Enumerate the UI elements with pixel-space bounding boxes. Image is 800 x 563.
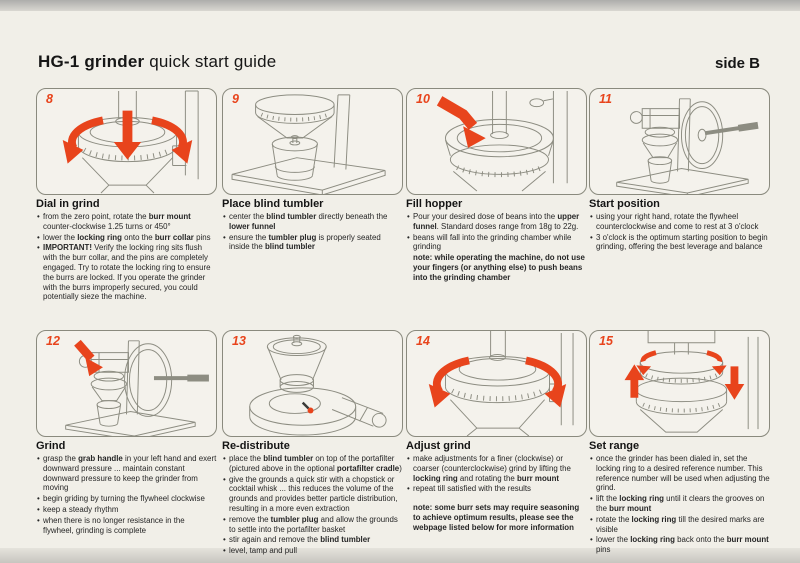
panel-instructions [36, 212, 217, 302]
side-label: side B [714, 55, 760, 72]
panel-10-figure [406, 88, 587, 195]
panel-heading: Place blind tumbler [222, 198, 324, 210]
panel-12-figure [36, 330, 217, 437]
panel-instructions [36, 454, 217, 535]
bullet-marker: • [407, 454, 410, 463]
page-title [38, 52, 276, 72]
panel-heading: Re-distribute [222, 440, 290, 452]
instruction-bullet: • grasp the grab handle in your left hand and exert downward pressure ... maintain constant downward pressure to keep the grinder from moving [37, 454, 217, 493]
bullet-marker: • [590, 232, 593, 242]
panel-number: 14 [416, 334, 430, 348]
instruction-bullet: • lift the locking ring until it clears the grooves on the burr mount [590, 494, 765, 513]
bullet-marker: • [590, 454, 593, 463]
portafilter-cradle-illustration [223, 331, 402, 436]
product-name: HG-1 grinder [38, 52, 145, 71]
panel-number: 9 [232, 92, 239, 106]
panel-9-figure [222, 88, 403, 195]
panel-11 [589, 88, 770, 253]
grab-handle-grind-illustration [37, 331, 216, 436]
panel-10 [406, 88, 587, 284]
instruction-bullet: • repeat till satisfied with the results [407, 484, 531, 494]
panel-15 [589, 330, 770, 556]
panel-instructions [406, 454, 587, 533]
panel-11-figure [589, 88, 770, 195]
bullet-marker: • [223, 474, 226, 484]
tumbler-plug-mark-icon [303, 403, 309, 409]
instruction-bullet: • from the zero point, rotate the burr mount counter-clockwise 1.25 turns or 450° [37, 212, 191, 231]
bullet-marker: • [223, 232, 226, 242]
red-dot-icon [308, 408, 314, 414]
instruction-bullet: • stir again and remove the blind tumbler [223, 535, 371, 545]
bullet-marker: • [37, 494, 40, 504]
bullet-marker: • [407, 232, 410, 242]
bullet-marker: • [37, 515, 40, 525]
panel-heading: Adjust grind [406, 440, 471, 452]
instruction-bullet: • make adjustments for a finer (clockwise) or coarser (counterclockwise) grind by lifting the locking ring and rotating the burr mount [407, 454, 571, 483]
burr-mount-rotation-illustration [37, 89, 216, 194]
bullet-marker: • [37, 243, 40, 253]
bullet-marker: • [37, 212, 40, 221]
instruction-bullet: • begin griding by turning the flywheel clockwise [37, 494, 205, 504]
panel-heading: Grind [36, 440, 66, 452]
blind-tumbler-placement-illustration [223, 89, 402, 194]
panel-instructions [222, 212, 403, 252]
panel-8 [36, 88, 217, 303]
panel-instructions [222, 454, 403, 556]
rotate-adjust-arrows-icon [429, 360, 566, 407]
panel-number: 15 [599, 334, 613, 348]
instruction-bullet: • keep a steady rhythm [37, 504, 119, 514]
instruction-bullet: • remove the tumbler plug and allow the grounds to settle into the portafilter basket [223, 514, 398, 534]
instruction-bullet: • IMPORTANT! Verify the locking ring sits flush with the burr collar, and the pins are completely engaged. Try to rotate the locking ring to ensure the burrs are locked. If you operate the grinder with the burrs improperly secured, you could potentially sieze the machine. [37, 243, 211, 302]
instruction-bullet: • lower the locking ring back onto the burr mount pins [590, 535, 769, 555]
instruction-bullet: • Pour your desired dose of beans into the upper funnel. Standard doses range from 18g to 22g. [407, 212, 580, 231]
bullet-marker: • [37, 504, 40, 514]
panel-number: 11 [599, 92, 612, 106]
bullet-marker: • [590, 212, 593, 221]
panel-13-figure [222, 330, 403, 437]
adjust-grind-rotation-illustration [407, 331, 586, 436]
locking-ring-set-range-illustration [590, 331, 769, 436]
panel-14 [406, 330, 587, 534]
panel-instructions [589, 212, 770, 252]
instruction-bullet: • give the grounds a quick stir with a chopstick or cocktail whisk ... this reduces the volume of the grounds and provides better particle distribution, resulting in a more even extraction [223, 474, 398, 513]
panel-heading: Set range [589, 440, 640, 452]
instruction-bullet: • beans will fall into the grinding chamber while grinding [407, 232, 572, 252]
panel-12 [36, 330, 217, 536]
panel-heading: Dial in grind [36, 198, 100, 210]
panel-number: 12 [46, 334, 60, 348]
bullet-marker: • [590, 494, 593, 504]
bullet-marker: • [590, 535, 593, 545]
scan-edge-top [0, 0, 800, 11]
instruction-bullet: • when there is no longer resistance in the flywheel, grinding is complete [37, 515, 185, 535]
panel-14-figure [406, 330, 587, 437]
flywheel-start-position-illustration [590, 89, 769, 194]
bullet-marker: • [223, 546, 226, 556]
instruction-bullet: • 3 o'clock is the optimum starting position to begin grinding, offering the best leverage and balance [590, 232, 768, 252]
instruction-bullet: • center the blind tumbler directly beneath the lower funnel [223, 212, 388, 231]
panel-heading: Fill hopper [406, 198, 463, 210]
hopper-pour-illustration [407, 89, 586, 194]
bullet-marker: • [223, 212, 226, 221]
instruction-bullet: • rotate the locking ring till the desired marks are visible [590, 514, 765, 534]
instruction-bullet: • using your right hand, rotate the flywheel counterclockwise and come to rest at 3 o'clock [590, 212, 759, 231]
instruction-bullet: • once the grinder has been dialed in, set the locking ring to a desired reference number. This reference number will be used when adjusting the grind. [590, 454, 770, 493]
instruction-bullet: • lower the locking ring onto the burr collar pins [37, 232, 211, 242]
title-suffix: quick start guide [144, 52, 277, 71]
bullet-marker: • [37, 232, 40, 242]
panel-number: 13 [232, 334, 246, 348]
bullet-marker: • [223, 454, 226, 463]
bullet-marker: • [223, 514, 226, 524]
panel-instructions [406, 212, 587, 283]
instruction-bullet: • level, tamp and pull [223, 546, 297, 556]
panel-9 [222, 88, 403, 253]
panel-15-figure [589, 330, 770, 437]
instruction-bullet: note: some burr sets may require seasoning to achieve optimum results, please see the webpage listed below for more information [413, 503, 580, 532]
panel-number: 10 [416, 92, 430, 106]
panel-number: 8 [46, 92, 53, 106]
panel-8-figure [36, 88, 217, 195]
bullet-marker: • [590, 514, 593, 524]
bullet-marker: • [407, 212, 410, 221]
instruction-bullet: note: while operating the machine, do not use your fingers (or anything else) to push beans into the grinding chamber [413, 253, 585, 282]
bullet-marker: • [223, 535, 226, 545]
panel-heading: Start position [589, 198, 660, 210]
panel-instructions [589, 454, 770, 555]
instruction-bullet: • ensure the tumbler plug is properly seated inside the blind tumbler [223, 232, 381, 252]
bullet-marker: • [407, 484, 410, 494]
instruction-bullet: • place the blind tumbler on top of the portafilter (pictured above in the optional portafilter cradle) [223, 454, 402, 473]
panel-13 [222, 330, 403, 557]
bullet-marker: • [37, 454, 40, 463]
